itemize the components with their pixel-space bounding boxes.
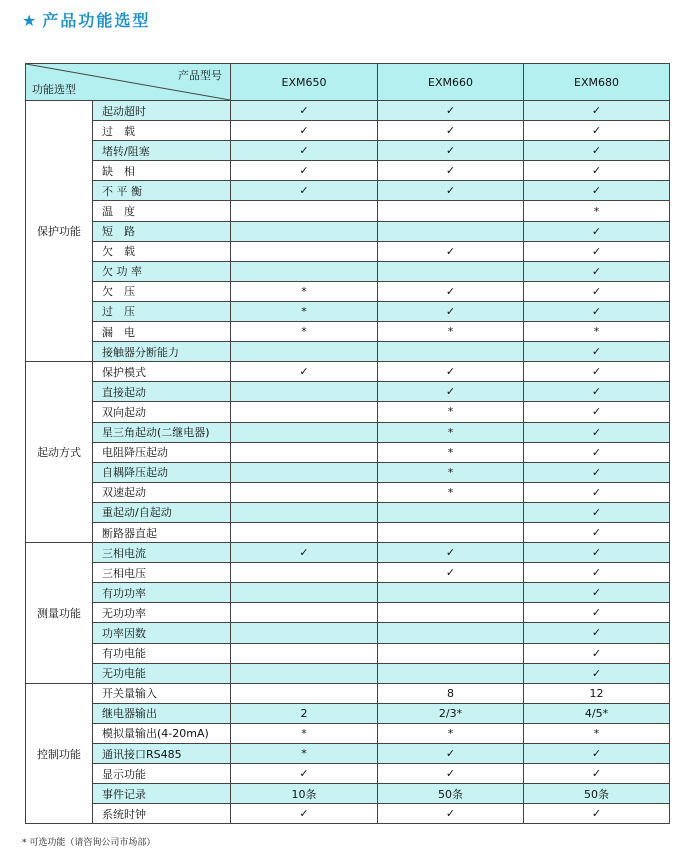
feature-cell: 事件记录: [93, 784, 231, 804]
value-cell: [231, 221, 378, 241]
table-row: [26, 422, 670, 442]
value-cell: ✓: [524, 804, 670, 824]
value-cell: ✓: [524, 101, 670, 121]
value-cell: ✓: [231, 121, 378, 141]
feature-cell: 通讯接口RS485: [93, 744, 231, 764]
feature-cell: 接触器分断能力: [93, 342, 231, 362]
table-row: [26, 543, 670, 563]
value-cell: 50条: [524, 784, 670, 804]
value-cell: ✓: [524, 382, 670, 402]
feature-cell: 模拟量输出(4-20mA): [93, 723, 231, 743]
table-row: [26, 583, 670, 603]
table-row: [26, 663, 670, 683]
group-label: 测量功能: [26, 543, 93, 684]
value-cell: [231, 663, 378, 683]
model-header-1: EXM650: [231, 64, 378, 101]
value-cell: ✓: [524, 502, 670, 522]
value-cell: 4/5*: [524, 703, 670, 723]
value-cell: 50条: [378, 784, 524, 804]
value-cell: *: [231, 744, 378, 764]
table-row: [26, 382, 670, 402]
table-row: [26, 522, 670, 542]
feature-cell: 双向起动: [93, 402, 231, 422]
feature-cell: 不 平 衡: [93, 181, 231, 201]
value-cell: ✓: [524, 543, 670, 563]
page-title: [22, 8, 150, 34]
feature-cell: 系统时钟: [93, 804, 231, 824]
table-row: [26, 402, 670, 422]
value-cell: [378, 502, 524, 522]
function-label: 功能选型: [32, 83, 76, 96]
value-cell: [231, 563, 378, 583]
value-cell: [378, 522, 524, 542]
value-cell: [231, 683, 378, 703]
feature-cell: 星三角起动(二继电器): [93, 422, 231, 442]
table-row: [26, 623, 670, 643]
table-row: [26, 281, 670, 301]
value-cell: ✓: [524, 301, 670, 321]
value-cell: [231, 603, 378, 623]
table-row: [26, 261, 670, 281]
table-row: [26, 362, 670, 382]
value-cell: ✓: [231, 181, 378, 201]
feature-cell: 欠 压: [93, 281, 231, 301]
feature-cell: 过 压: [93, 301, 231, 321]
feature-cell: 三相电流: [93, 543, 231, 563]
star-icon: ★: [22, 11, 39, 30]
table-row: [26, 502, 670, 522]
table-row: [26, 161, 670, 181]
value-cell: [231, 382, 378, 402]
value-cell: ✓: [524, 643, 670, 663]
value-cell: ✓: [524, 181, 670, 201]
value-cell: [231, 462, 378, 482]
value-cell: ✓: [524, 342, 670, 362]
value-cell: ✓: [524, 744, 670, 764]
value-cell: *: [378, 422, 524, 442]
value-cell: *: [231, 723, 378, 743]
value-cell: *: [378, 442, 524, 462]
table-row: [26, 683, 670, 703]
value-cell: [378, 221, 524, 241]
value-cell: [378, 623, 524, 643]
value-cell: ✓: [378, 744, 524, 764]
feature-cell: 过 载: [93, 121, 231, 141]
value-cell: ✓: [524, 402, 670, 422]
spec-table-body: [26, 64, 670, 824]
table-row: [26, 703, 670, 723]
value-cell: [378, 201, 524, 221]
table-row: [26, 563, 670, 583]
group-label: 控制功能: [26, 683, 93, 824]
value-cell: [231, 583, 378, 603]
value-cell: ✓: [524, 121, 670, 141]
feature-cell: 有功功率: [93, 583, 231, 603]
value-cell: [231, 482, 378, 502]
feature-cell: 三相电压: [93, 563, 231, 583]
value-cell: ✓: [231, 362, 378, 382]
page-title-text: 产品功能选型: [42, 11, 151, 30]
table-row: [26, 643, 670, 663]
value-cell: ✓: [378, 281, 524, 301]
model-header-2: EXM660: [378, 64, 524, 101]
table-row: [26, 221, 670, 241]
table-row: [26, 322, 670, 342]
value-cell: ✓: [524, 583, 670, 603]
feature-cell: 自耦降压起动: [93, 462, 231, 482]
value-cell: *: [524, 322, 670, 342]
value-cell: ✓: [524, 281, 670, 301]
value-cell: ✓: [378, 301, 524, 321]
value-cell: ✓: [524, 422, 670, 442]
feature-cell: 有功电能: [93, 643, 231, 663]
value-cell: 2/3*: [378, 703, 524, 723]
value-cell: [231, 522, 378, 542]
value-cell: *: [378, 402, 524, 422]
feature-cell: 功率因数: [93, 623, 231, 643]
value-cell: [378, 342, 524, 362]
value-cell: *: [231, 322, 378, 342]
table-row: [26, 201, 670, 221]
feature-cell: 缺 相: [93, 161, 231, 181]
value-cell: ✓: [524, 603, 670, 623]
feature-cell: 欠 载: [93, 241, 231, 261]
value-cell: ✓: [524, 161, 670, 181]
value-cell: ✓: [524, 522, 670, 542]
value-cell: ✓: [524, 442, 670, 462]
value-cell: [378, 583, 524, 603]
table-row: [26, 342, 670, 362]
table-row: [26, 181, 670, 201]
feature-cell: 继电器输出: [93, 703, 231, 723]
value-cell: *: [231, 281, 378, 301]
feature-cell: 双速起动: [93, 482, 231, 502]
value-cell: ✓: [524, 221, 670, 241]
table-row: [26, 241, 670, 261]
footnote: * 可选功能（请咨询公司市场部）: [22, 838, 156, 848]
value-cell: *: [231, 301, 378, 321]
value-cell: [231, 342, 378, 362]
value-cell: [231, 442, 378, 462]
value-cell: *: [378, 322, 524, 342]
value-cell: ✓: [231, 543, 378, 563]
value-cell: ✓: [231, 764, 378, 784]
feature-cell: 显示功能: [93, 764, 231, 784]
group-label: 起动方式: [26, 362, 93, 543]
value-cell: ✓: [231, 141, 378, 161]
value-cell: ✓: [231, 804, 378, 824]
value-cell: ✓: [524, 663, 670, 683]
value-cell: ✓: [378, 121, 524, 141]
model-header-3: EXM680: [524, 64, 670, 101]
value-cell: ✓: [524, 261, 670, 281]
value-cell: 8: [378, 683, 524, 703]
group-label: 保护功能: [26, 101, 93, 362]
value-cell: 2: [231, 703, 378, 723]
value-cell: [231, 422, 378, 442]
feature-cell: 欠 功 率: [93, 261, 231, 281]
value-cell: ✓: [524, 462, 670, 482]
table-row: [26, 603, 670, 623]
value-cell: ✓: [378, 804, 524, 824]
table-row: [26, 482, 670, 502]
value-cell: [231, 201, 378, 221]
value-cell: ✓: [524, 482, 670, 502]
value-cell: [231, 241, 378, 261]
feature-cell: 起动超时: [93, 101, 231, 121]
feature-cell: 电阻降压起动: [93, 442, 231, 462]
value-cell: *: [378, 462, 524, 482]
header-corner-cell: [26, 64, 231, 101]
table-row: [26, 101, 670, 121]
value-cell: ✓: [378, 563, 524, 583]
value-cell: ✓: [524, 362, 670, 382]
value-cell: [378, 603, 524, 623]
table-row: [26, 744, 670, 764]
value-cell: ✓: [378, 382, 524, 402]
value-cell: *: [524, 201, 670, 221]
feature-cell: 断路器直起: [93, 522, 231, 542]
value-cell: ✓: [524, 764, 670, 784]
table-row: [26, 804, 670, 824]
value-cell: [231, 402, 378, 422]
value-cell: *: [524, 723, 670, 743]
header-row: [26, 64, 670, 101]
value-cell: 10条: [231, 784, 378, 804]
table-row: [26, 462, 670, 482]
value-cell: ✓: [378, 241, 524, 261]
value-cell: [231, 502, 378, 522]
value-cell: [378, 663, 524, 683]
value-cell: [231, 261, 378, 281]
feature-cell: 温 度: [93, 201, 231, 221]
table-row: [26, 141, 670, 161]
table-row: [26, 784, 670, 804]
value-cell: ✓: [378, 362, 524, 382]
value-cell: ✓: [231, 161, 378, 181]
value-cell: *: [378, 723, 524, 743]
value-cell: ✓: [378, 181, 524, 201]
spec-table: [25, 63, 670, 824]
feature-cell: 无功功率: [93, 603, 231, 623]
feature-cell: 短 路: [93, 221, 231, 241]
feature-cell: 漏 电: [93, 322, 231, 342]
value-cell: ✓: [378, 101, 524, 121]
feature-cell: 开关量输入: [93, 683, 231, 703]
value-cell: ✓: [524, 623, 670, 643]
feature-cell: 无功电能: [93, 663, 231, 683]
value-cell: [378, 643, 524, 663]
feature-cell: 堵转/阻塞: [93, 141, 231, 161]
value-cell: ✓: [378, 141, 524, 161]
value-cell: ✓: [524, 141, 670, 161]
value-cell: *: [378, 482, 524, 502]
table-row: [26, 442, 670, 462]
model-label: 产品型号: [178, 69, 222, 82]
value-cell: [231, 623, 378, 643]
table-row: [26, 764, 670, 784]
table-row: [26, 121, 670, 141]
value-cell: [378, 261, 524, 281]
value-cell: ✓: [231, 101, 378, 121]
value-cell: ✓: [524, 563, 670, 583]
value-cell: ✓: [378, 161, 524, 181]
feature-cell: 保护模式: [93, 362, 231, 382]
table-row: [26, 723, 670, 743]
value-cell: [231, 643, 378, 663]
value-cell: ✓: [378, 543, 524, 563]
feature-cell: 重起动/自起动: [93, 502, 231, 522]
feature-cell: 直接起动: [93, 382, 231, 402]
value-cell: 12: [524, 683, 670, 703]
table-row: [26, 301, 670, 321]
value-cell: ✓: [524, 241, 670, 261]
value-cell: ✓: [378, 764, 524, 784]
